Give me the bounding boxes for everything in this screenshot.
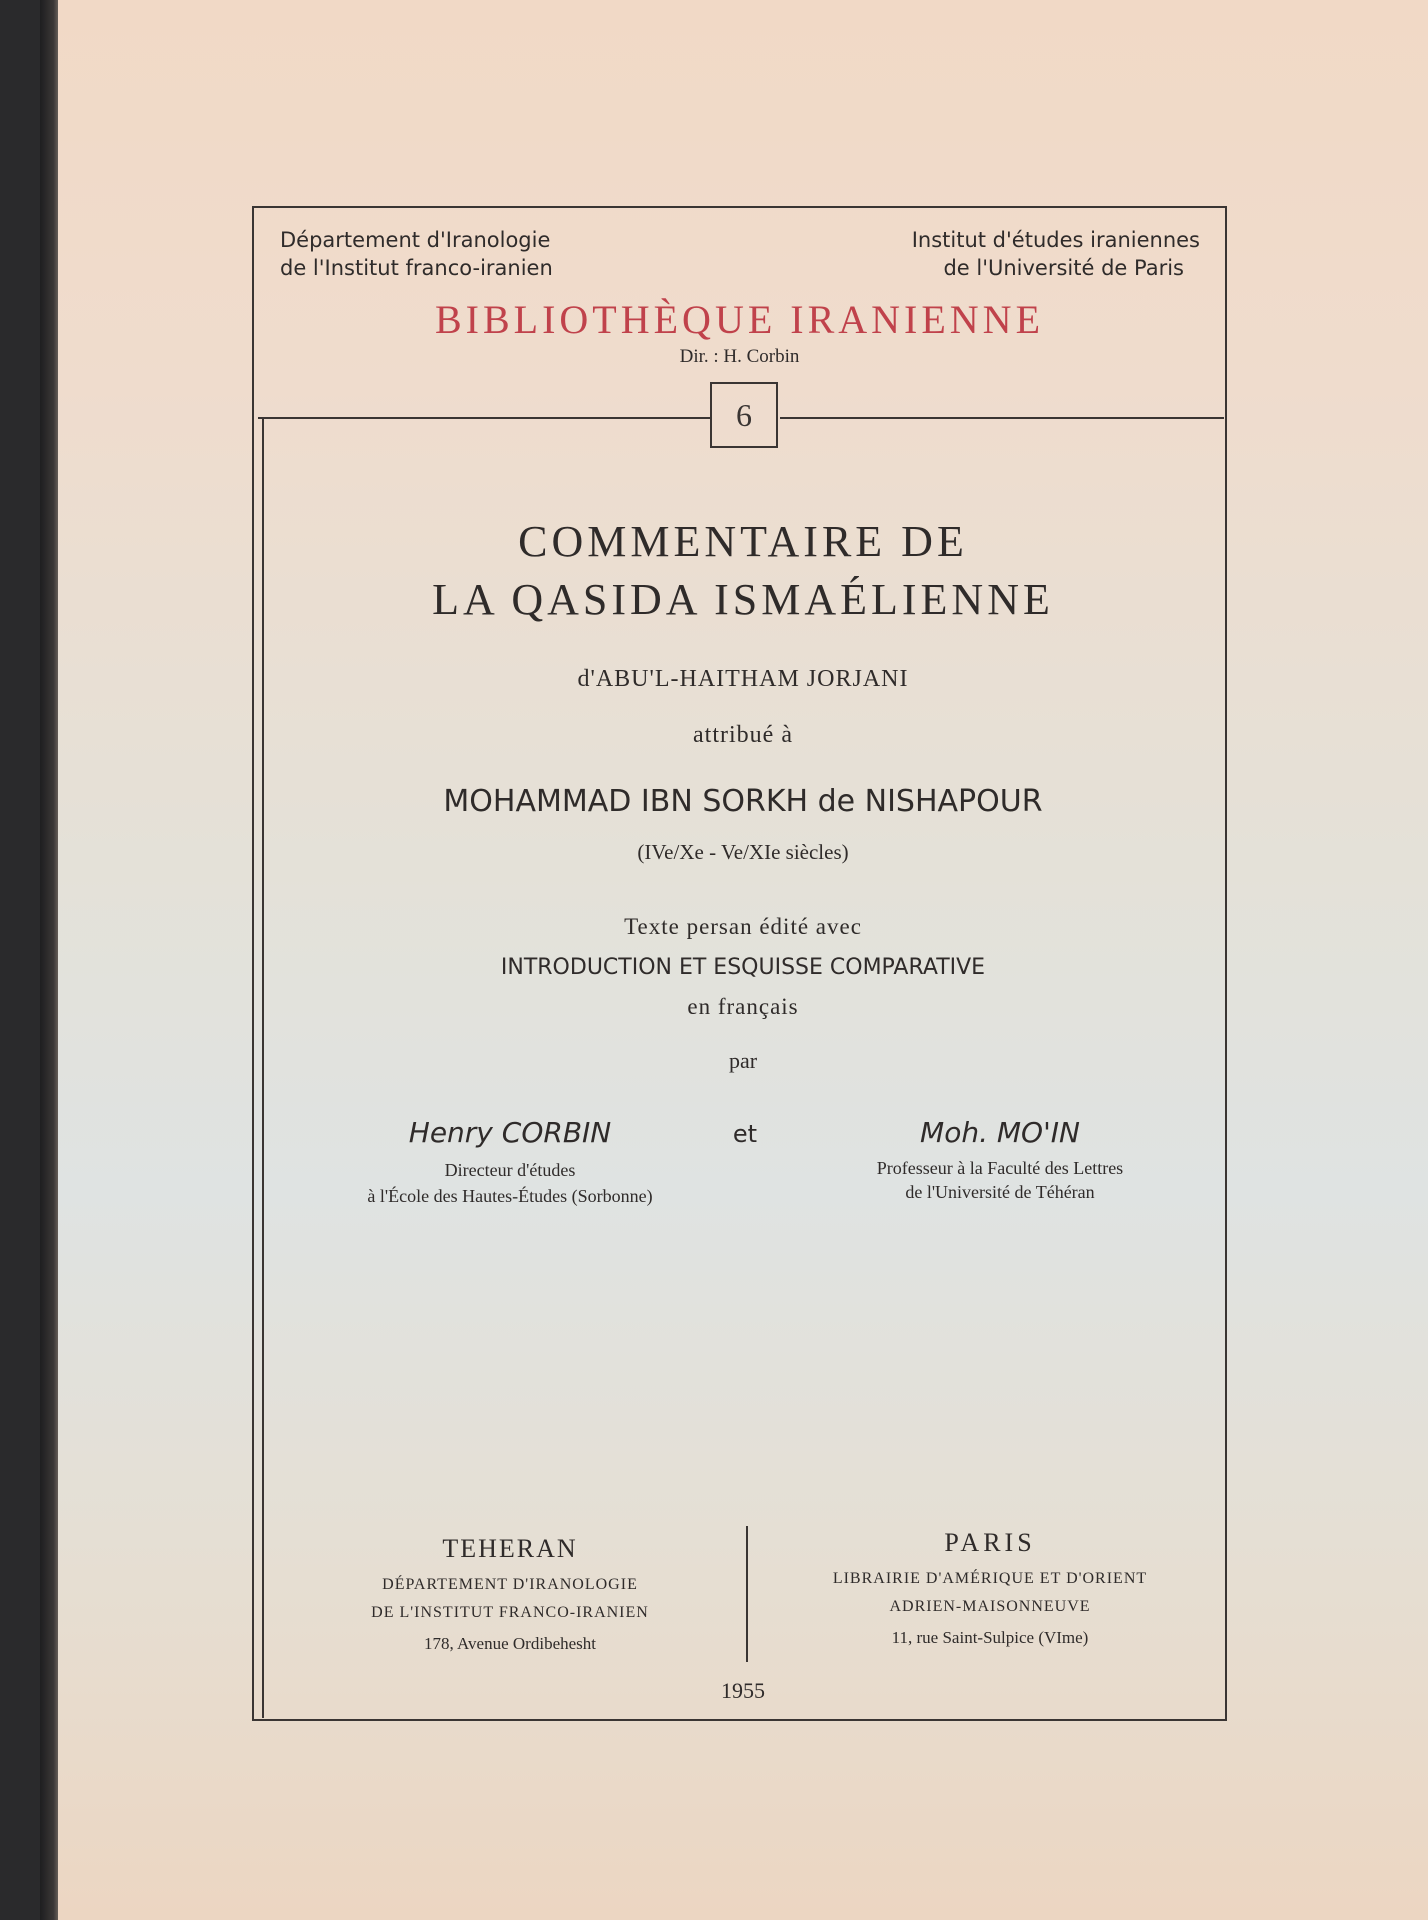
header-rule-right (780, 417, 1224, 419)
publisher-left-address: 178, Avenue Ordibehesht (423, 1634, 596, 1653)
attributed-label: attribué à (693, 722, 793, 748)
edition-line1: Texte persan édité avec (624, 914, 862, 939)
header-rule-left (258, 417, 710, 419)
author-left-role2: à l'École des Hautes-Études (Sorbonne) (367, 1186, 653, 1206)
publisher-right-line1: LIBRAIRIE D'AMÉRIQUE ET D'ORIENT (832, 1570, 1148, 1587)
publisher-right-line2: ADRIEN-MAISONNEUVE (889, 1598, 1091, 1615)
header-left-line1: Département d'Iranologie (280, 228, 551, 252)
author-left-role1: Directeur d'études (444, 1160, 576, 1180)
series-director: Dir. : H. Corbin (679, 346, 800, 367)
edition-by: par (728, 1048, 758, 1073)
publisher-left-city: TEHERAN (442, 1534, 578, 1563)
centuries-line: (IVe/Xe - Ve/XIe siècles) (637, 840, 849, 864)
author-right-name: Moh. MO'IN (920, 1116, 1080, 1149)
edition-line2: INTRODUCTION ET ESQUISSE COMPARATIVE (500, 955, 986, 980)
series-title: BIBLIOTHÈQUE IRANIENNE (434, 297, 1044, 342)
publisher-left-line1: DÉPARTEMENT D'IRANOLOGIE (382, 1576, 638, 1593)
title-line1: COMMENTAIRE DE (518, 517, 968, 566)
publisher-right-address: 11, rue Saint-Sulpice (VIme) (891, 1628, 1089, 1647)
edition-line3: en français (687, 994, 799, 1019)
header-left-line2: de l'Institut franco-iranien (280, 256, 553, 280)
publisher-left-line2: DE L'INSTITUT FRANCO-IRANIEN (371, 1604, 649, 1621)
author-conjunction: et (732, 1120, 758, 1148)
volume-number: 6 (736, 396, 752, 433)
title-line2: LA QASIDA ISMAÉLIENNE (432, 575, 1054, 624)
author-left-name: Henry CORBIN (408, 1116, 612, 1149)
publisher-divider (746, 1526, 748, 1662)
volume-number-box (710, 382, 778, 448)
author-line: d'ABU'L-HAITHAM JORJANI (577, 666, 909, 692)
publication-year: 1955 (721, 1678, 765, 1703)
author-right-role2: de l'Université de Téhéran (905, 1182, 1095, 1202)
header-right-line2: de l'Université de Paris (943, 256, 1184, 280)
attributed-name: MOHAMMAD IBN SORKH de NISHAPOUR (443, 784, 1043, 819)
publisher-right-city: PARIS (944, 1528, 1036, 1557)
header-right-line1: Institut d'études iraniennes (911, 228, 1200, 252)
author-right-role1: Professeur à la Faculté des Lettres (876, 1158, 1124, 1178)
